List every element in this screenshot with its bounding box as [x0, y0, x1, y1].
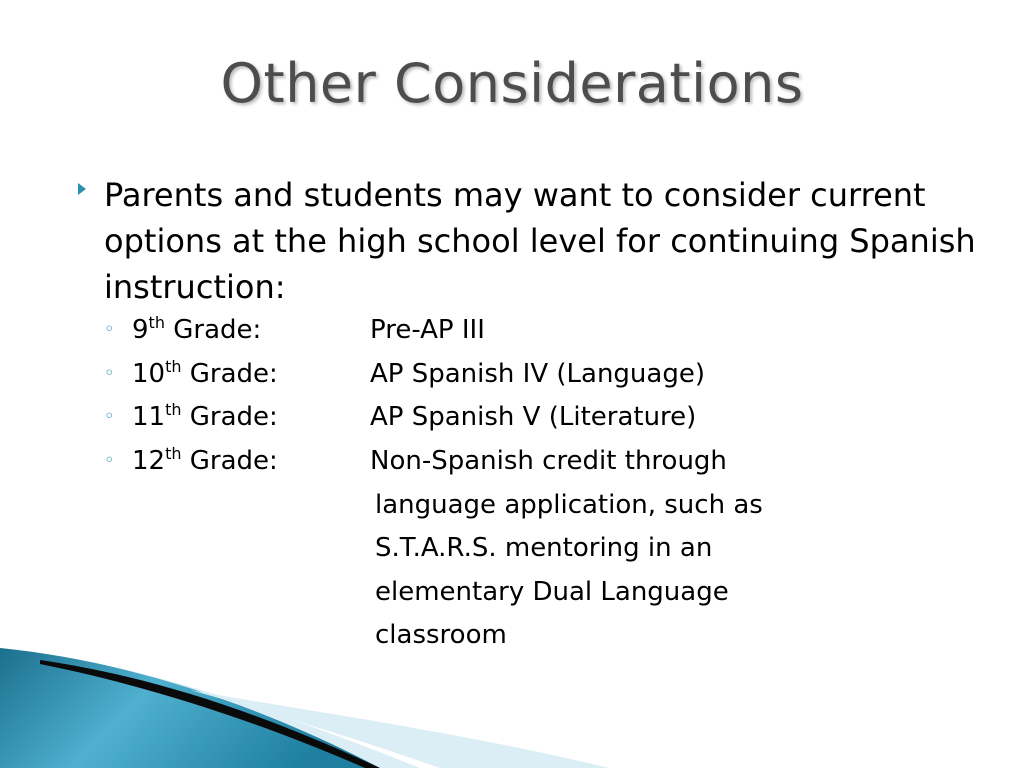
hollow-circle-icon: ◦ [104, 406, 115, 427]
slide-title: Other Considerations [220, 52, 804, 115]
hollow-circle-icon: ◦ [104, 319, 115, 340]
grade-label: 12th Grade: [132, 444, 278, 476]
grade-label: 10th Grade: [132, 357, 278, 389]
course-continuation-line: language application, such as [375, 490, 763, 520]
course-name: AP Spanish V (Literature) [370, 402, 697, 432]
course-continuation-line: elementary Dual Language [375, 577, 729, 607]
course-name: Pre-AP III [370, 315, 485, 345]
course-name: Non-Spanish credit through [370, 446, 727, 476]
course-name: AP Spanish IV (Language) [370, 359, 705, 389]
grade-label: 9th Grade: [132, 313, 262, 345]
hollow-circle-icon: ◦ [104, 363, 115, 384]
grade-label: 11th Grade: [132, 400, 278, 432]
course-continuation-line: S.T.A.R.S. mentoring in an [375, 533, 713, 563]
main-bullet-text: Parents and students may want to consider current options at the high school level for continuing Spanish instruction: [104, 176, 976, 306]
hollow-circle-icon: ◦ [104, 450, 115, 471]
course-continuation-line: classroom [375, 620, 507, 650]
